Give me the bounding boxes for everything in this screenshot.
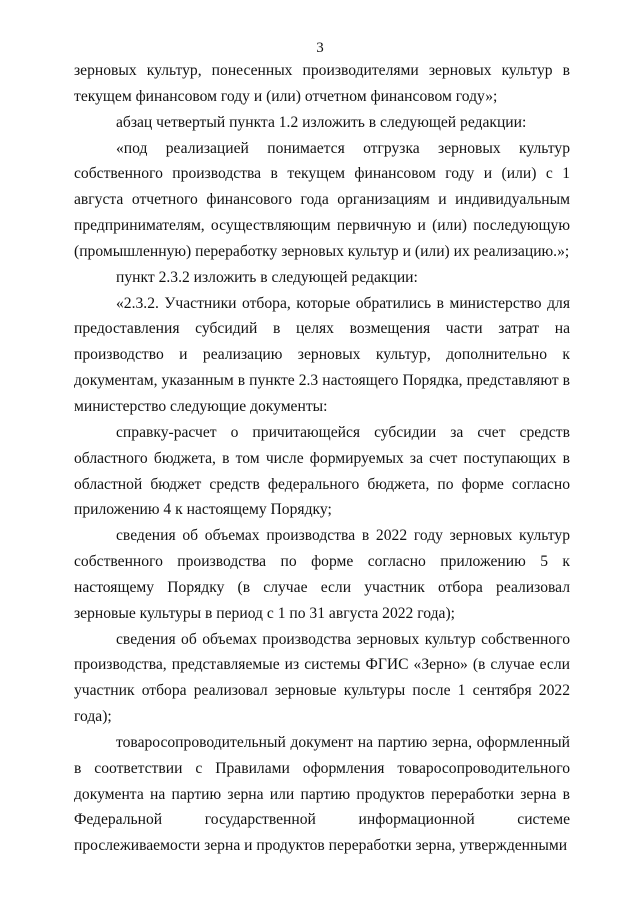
paragraph-document-calculation: справку-расчет о причитающейся субсидии за счет средств областного бюджета, в том числе формируемых за счет поступающих в областной бюджет средств федерального бюджета, по форме согласно приложению 4 к настоящему Порядку; [74, 423, 570, 519]
paragraph-amendment-1-2: абзац четвертый пункта 1.2 изложить в следующей редакции: [116, 113, 527, 131]
paragraph-continuation: зерновых культур, понесенных производителями зерновых культур в текущем финансовом году и (или) отчетном финансовом году»; [74, 62, 570, 105]
document-body [74, 58, 570, 859]
paragraph-document-production-2022: сведения об объемах производства в 2022 году зерновых культур собственного производства по форме согласно приложению 5 к настоящему Порядку (в случае если участник отбора реализовал зерновые культуры в период с 1 по 31 августа 2022 года); [74, 527, 570, 622]
paragraph-document-shipping: товаросопроводительный документ на партию зерна, оформленный в соответствии с Правилами оформления товаросопроводительного документа на партию зерна или партию продуктов переработки зерна в Федеральной государственной информационной системе прослеживаемости зерна и продуктов переработки зерна, утвержденными [74, 733, 570, 855]
paragraph-clause-2-3-2: «2.3.2. Участники отбора, которые обратились в министерство для предоставления субсидий в целях возмещения части затрат на производство и реализацию зерновых культур, дополнительно к документам, указанным в пункте 2.3 настоящего Порядка, представляют в министерство следующие документы: [74, 294, 570, 415]
paragraph-amendment-2-3-2: пункт 2.3.2 изложить в следующей редакции: [116, 268, 418, 286]
paragraph-document-fgis: сведения об объемах производства зерновых культур собственного производства, представляемые из системы ФГИС «Зерно» (в случае если участник отбора реализовал зерновые культуры после 1 сентября 2022 года); [74, 630, 570, 726]
page-number: 3 [316, 40, 324, 56]
paragraph-definition-realization: «под реализацией понимается отгрузка зерновых культур собственного производства в текущем финансовом году и (или) с 1 августа отчетного финансового года организациям и индивидуальным предпринимателям, осуществляющим первичную и (или) последующую (промышленную) переработку зерновых культур и (или) их реализацию.»; [74, 139, 570, 260]
